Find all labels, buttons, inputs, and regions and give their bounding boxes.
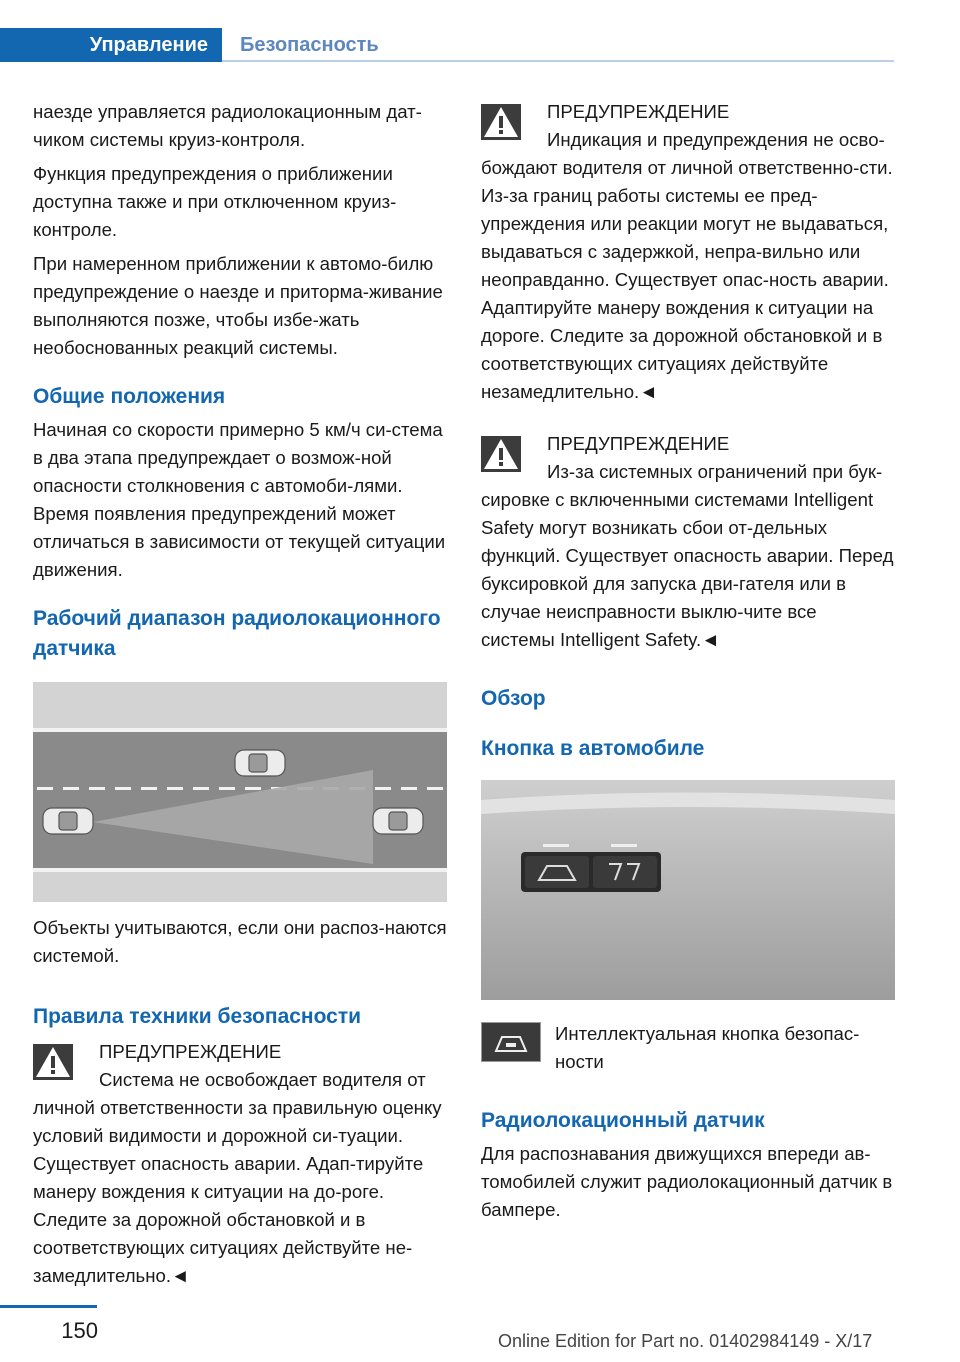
paragraph: При намеренном приближении к автомо-билю предупреждение о наезде и приторма-живание выполняются позже, чтобы избе-жать необоснованных реакций системы. bbox=[33, 253, 443, 358]
paragraph: Для распознавания движущихся впереди ав-томобилей служит радиолокационный датчик в бампере. bbox=[481, 1143, 893, 1220]
button-photo bbox=[481, 780, 895, 1000]
paragraph: Начиная со скорости примерно 5 км/ч си-стема в два этапа предупреждает о возмож-ной опасности столкновения с автомоби-лями. Время появления предупреждений может отличаться в зависимости от текущей ситуации движения. bbox=[33, 419, 446, 580]
warning-text: бождают водителя от личной ответственно-сти. Из-за границ работы системы ее пред-упреждения или реакции могут не выдаваться, выдаваться с задержкой, непра-вильно или неоправданно. Существует опас-ность аварии. Адаптируйте манеру вождения к ситуации на дороге. Следите за дорожной обстановкой и в соответствующих ситуациях действуйте незамедлительно.◄ bbox=[481, 157, 893, 402]
page-number: 150 bbox=[61, 1318, 98, 1343]
warning-block bbox=[481, 430, 895, 654]
tab-underline bbox=[222, 60, 894, 62]
tab-safety[interactable]: Безопасность bbox=[240, 34, 379, 56]
warning-text-first-line: Из-за системных ограничений при бук- bbox=[547, 461, 883, 482]
warning-block bbox=[33, 1038, 447, 1290]
safety-button-icon bbox=[481, 1022, 541, 1062]
left-column bbox=[33, 98, 447, 1296]
button-legend bbox=[481, 1020, 895, 1076]
heading-general: Общие положения bbox=[33, 385, 226, 408]
paragraph: наезде управляется радиолокационным дат-чиком системы круиз-контроля. bbox=[33, 101, 422, 150]
paragraph: Функция предупреждения о приближении доступна также и при отключенном круиз-контроле. bbox=[33, 163, 397, 240]
radar-range-illustration bbox=[33, 682, 447, 902]
warning-block bbox=[481, 98, 895, 406]
car-icon bbox=[235, 750, 285, 776]
tab-control[interactable]: Управление bbox=[0, 28, 222, 62]
warning-label: ПРЕДУПРЕЖДЕНИЕ bbox=[547, 101, 730, 122]
heading-radar-sensor: Радиолокационный датчик bbox=[481, 1109, 765, 1132]
warning-triangle-icon bbox=[33, 1044, 73, 1080]
heading-overview: Обзор bbox=[481, 687, 546, 710]
car-icon bbox=[373, 808, 423, 834]
warning-label: ПРЕДУПРЕЖДЕНИЕ bbox=[547, 433, 730, 454]
warning-triangle-icon bbox=[481, 104, 521, 140]
warning-triangle-icon bbox=[481, 436, 521, 472]
warning-text-first-line: Система не освобождает водителя от bbox=[99, 1069, 426, 1090]
heading-button-in-car: Кнопка в автомобиле bbox=[481, 737, 705, 760]
edition-note: Online Edition for Part no. 01402984149 - X/17 bbox=[498, 1331, 873, 1351]
footer-rule bbox=[0, 1305, 97, 1308]
figure-caption: Объекты учитываются, если они распоз-наются системой. bbox=[33, 917, 447, 966]
warning-label: ПРЕДУПРЕЖДЕНИЕ bbox=[99, 1041, 282, 1062]
car-icon bbox=[43, 808, 93, 834]
warning-text: личной ответственности за правильную оценку условий видимости и дорожной си-туации. Существует опасность аварии. Адап-тируйте манеру вождения к ситуации на до-роге. Следите за дорожной обстановкой и в соответствующих ситуациях действуйте не-замедлительно.◄ bbox=[33, 1097, 442, 1286]
right-column bbox=[481, 98, 895, 1230]
warning-text: сировке с включенными системами Intelligent Safety могут возникать сбои от-дельных функций. Существует опасность аварии. Перед буксировкой для запуска дви-гателя или в случае неисправности выклю-чите все системы Intelligent Safety.◄ bbox=[481, 489, 894, 650]
heading-radar-range: Рабочий диапазон радиолокационного датчика bbox=[33, 607, 441, 660]
warning-text-first-line: Индикация и предупреждения не осво- bbox=[547, 129, 885, 150]
heading-safety-rules: Правила техники безопасности bbox=[33, 1005, 362, 1028]
button-caption: Интеллектуальная кнопка безопас-ности bbox=[555, 1023, 860, 1072]
chapter-tabs bbox=[0, 28, 894, 62]
